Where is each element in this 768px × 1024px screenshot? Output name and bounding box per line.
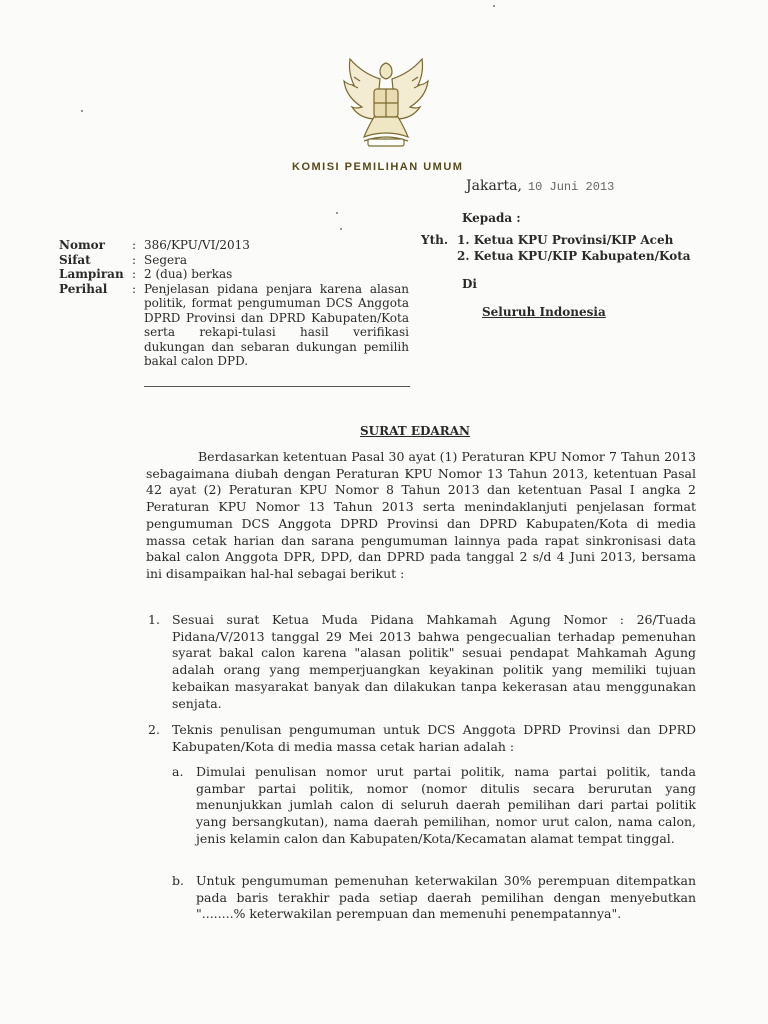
sub-list-item-letter: a. (172, 764, 184, 779)
meta-row-sifat (59, 253, 409, 268)
recipient-item: 1. Ketua KPU Provinsi/KIP Aceh (457, 233, 674, 247)
place-date (466, 178, 614, 194)
recipient-list (421, 232, 691, 264)
letter-title: SURAT EDARAN (360, 424, 470, 438)
to-label: Kepada : (462, 211, 521, 225)
recipient-item: 2. Ketua KPU/KIP Kabupaten/Kota (457, 249, 691, 263)
meta-value: 386/KPU/VI/2013 (144, 238, 250, 252)
garuda-emblem-icon (334, 55, 438, 155)
di-label: Di (462, 277, 477, 291)
list-item (148, 722, 696, 755)
subject-divider (144, 386, 410, 387)
meta-key: Perihal (59, 281, 108, 296)
meta-row-nomor (59, 238, 409, 253)
meta-colon: : (132, 267, 137, 281)
yth-label: Yth. (421, 233, 449, 247)
sub-list-item-text: Untuk pengumuman pemenuhan keterwakilan 30% perempuan ditempatkan pada baris terakhir pada setiap daerah pemilihan dengan menyebutkan "........% keterwakilan perempuan dan memenuhi penempatannya". (196, 873, 696, 922)
letter-meta (59, 238, 409, 369)
organization-name: KOMISI PEMILIHAN UMUM (292, 161, 464, 173)
scan-speck (81, 110, 83, 112)
meta-key: Nomor (59, 238, 105, 252)
sub-list-item (172, 873, 696, 923)
meta-value: Penjelasan pidana penjara karena alasan politik, format pengumuman DCS Anggota DPRD Provinsi dan DPRD Kabupaten/Kota serta rekapi-tulasi hasil verifikasi dukungan dan sebaran dukungan pemilih bakal calon DPD. (144, 281, 409, 368)
meta-row-perihal (59, 282, 409, 369)
meta-colon: : (132, 252, 137, 267)
meta-row-lampiran (59, 267, 409, 282)
intro-paragraph: Berdasarkan ketentuan Pasal 30 ayat (1) Peraturan KPU Nomor 7 Tahun 2013 sebagaimana diubah dengan Peraturan KPU Nomor 13 Tahun 2013, ketentuan Pasal 42 ayat (2) Peraturan KPU Nomor 8 Tahun 2013 dan ketentuan Pasal I angka 2 Peraturan KPU Nomor 13 Tahun 2013 serta menindaklanjuti penjelasan format pengumuman DCS Anggota DPRD Provinsi dan DPRD Kabupaten/Kota di media massa cetak harian dan sarana pengumuman lainnya pada rapat sinkronisasi data bakal calon Anggota DPR, DPD, dan DPRD pada tanggal 2 s/d 4 Juni 2013, bersama ini disampaikan hal-hal sebagai berikut : (146, 449, 696, 581)
sub-list-item (172, 764, 696, 848)
meta-value: 2 (dua) berkas (144, 267, 233, 281)
date: 10 Juni 2013 (527, 180, 615, 194)
list-item-number: 1. (148, 612, 160, 627)
meta-key: Sifat (59, 252, 91, 267)
list-item (148, 612, 696, 712)
meta-colon: : (132, 281, 137, 296)
sub-list-item-text: Dimulai penulisan nomor urut partai politik, nama partai politik, tanda gambar partai politik, nomor (nomor ditulis secara berurutan yang menunjukkan jumlah calon di seluruh daerah pemilihan dari partai politik yang bersangkutan), nama daerah pemilihan, nomor urut calon, nama calon, jenis kelamin calon dan Kabupaten/Kota/Kecamatan alamat tempat tinggal. (196, 764, 696, 846)
meta-key: Lampiran (59, 267, 124, 281)
recipient-location: Seluruh Indonesia (482, 305, 606, 319)
scan-speck (340, 228, 342, 230)
meta-value: Segera (144, 252, 187, 267)
list-item-text: Sesuai surat Ketua Muda Pidana Mahkamah Agung Nomor : 26/Tuada Pidana/V/2013 tanggal 29 Mei 2013 bahwa pengecualian terhadap pemenuhan syarat bakal calon karena "alasan politik" sesuai pendapat Mahkamah Agung adalah orang yang memperjuangkan keyakinan politik yang memiliki tujuan kebaikan masyarakat banyak dan dilakukan tanpa kekerasan atau menggunakan senjata. (172, 612, 696, 711)
place: Jakarta, (466, 178, 522, 194)
list-item-number: 2. (148, 722, 160, 737)
meta-colon: : (132, 238, 137, 252)
scan-speck (493, 5, 495, 7)
scan-speck (336, 212, 338, 214)
sub-list-item-letter: b. (172, 873, 184, 888)
list-item-text: Teknis penulisan pengumuman untuk DCS Anggota DPRD Provinsi dan DPRD Kabupaten/Kota di media massa cetak harian adalah : (172, 722, 696, 754)
